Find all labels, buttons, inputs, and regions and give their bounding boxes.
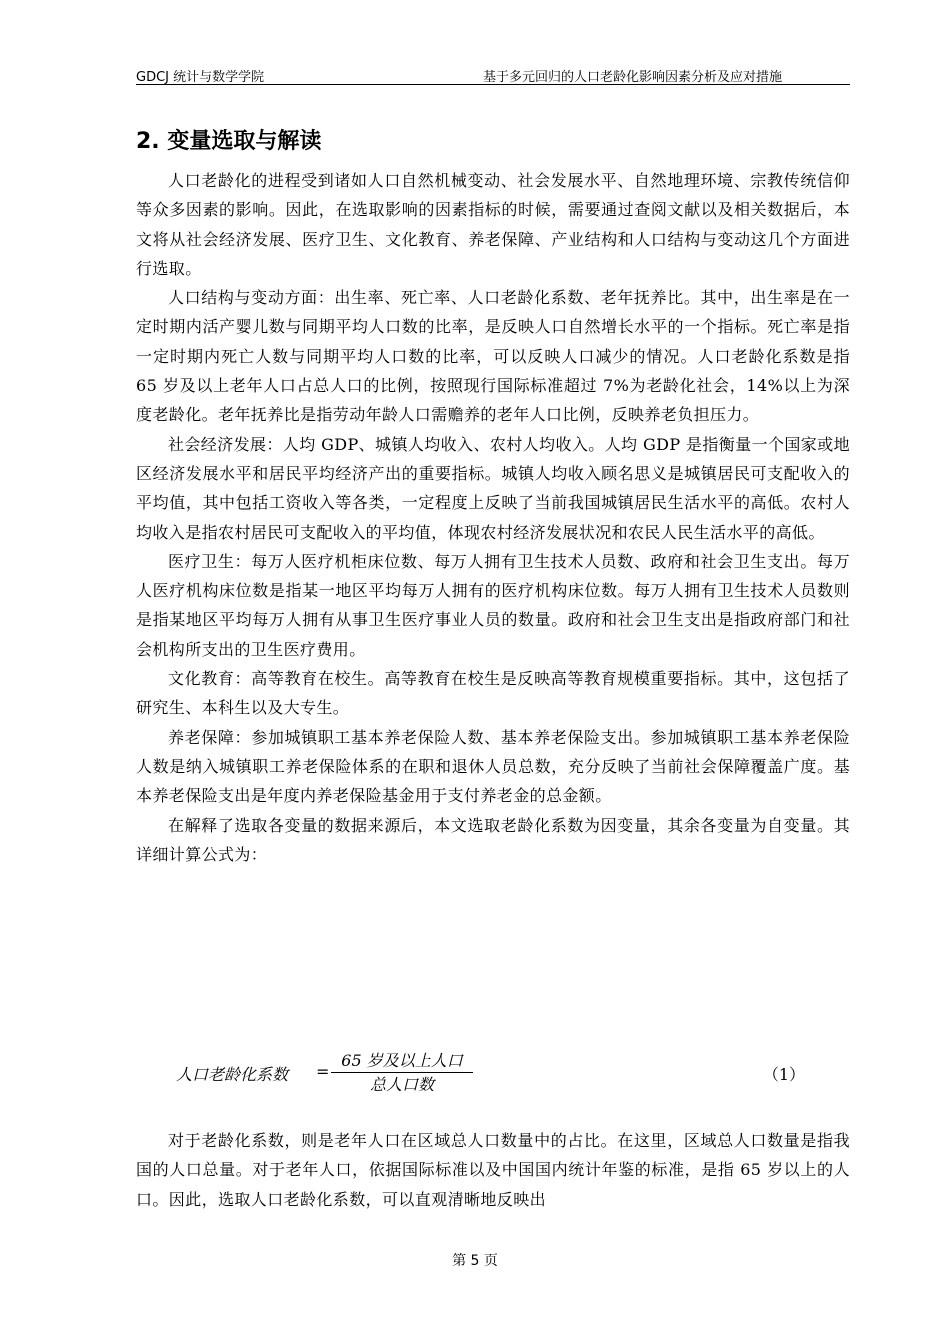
formula-denominator: 总人口数 — [369, 1075, 434, 1094]
section-title: 2. 变量选取与解读 — [136, 129, 322, 154]
header-institution: GDCJ 统计与数学学院 — [136, 70, 265, 85]
body-text-continued — [136, 1126, 850, 1214]
formula-number: （1） — [762, 1065, 805, 1084]
formula-equals: = — [316, 1062, 330, 1081]
page-footer: 第 5 页 — [452, 1253, 498, 1269]
paragraph-aging-coefficient: 对于老龄化系数，则是老年人口在区域总人口数量中的占比。在这里，区域总人口数量是指我国的人口总量。对于老年人口，依据国际标准以及中国国内统计年鉴的标准，是指 65 岁以上的人口。因此，选取人口老龄化系数，可以直观清晰地反映出 — [136, 1131, 850, 1209]
formula-lhs: 人口老龄化系数 — [176, 1065, 289, 1084]
header-paper-title: 基于多元回归的人口老龄化影响因素分析及应对措施 — [482, 70, 782, 85]
formula-numerator: 65 岁及以上人口 — [331, 1050, 473, 1073]
body-text — [136, 166, 850, 869]
paragraph-pension: 养老保障：参加城镇职工基本养老保险人数、基本养老保险支出。参加城镇职工基本养老保险人数是纳入城镇职工养老保险体系的在职和退休人员总数，充分反映了当前社会保障覆盖广度。基本养老保险支出是年度内养老保险基金用于支付养老金的总金额。 — [136, 727, 850, 806]
paragraph-medical: 医疗卫生：每万人医疗机柜床位数、每万人拥有卫生技术人员数、政府和社会卫生支出。每万人医疗机构床位数是指某一地区平均每万人拥有的医疗机构床位数。每万人拥有卫生技术人员数则是指某地区平均每万人拥有从事卫生医疗事业人员的数量。政府和社会卫生支出是指政府部门和社会机构所支出的卫生医疗费用。 — [136, 551, 850, 659]
paragraph-socio-economic: 社会经济发展：人均 GDP、城镇人均收入、农村人均收入。人均 GDP 是指衡量一个国家或地区经济发展水平和居民平均经济产出的重要指标。城镇人均收入顾名思义是城镇居民可支配收入的平均值，其中包括工资收入等各类，一定程度上反映了当前我国城镇居民生活水平的高低。农村人均收入是指农村居民可支配收入的平均值，体现农村经济发展状况和农民人民生活水平的高低。 — [136, 434, 851, 542]
formula-fraction — [331, 1050, 473, 1095]
aging-coefficient-formula — [176, 1050, 850, 1098]
paragraph-population-structure: 人口结构与变动方面：出生率、死亡率、人口老龄化系数、老年抚养比。其中，出生率是在一定时期内活产婴儿数与同期平均人口数的比率，是反映人口自然增长水平的一个指标。死亡率是指一定时期内死亡人数与同期平均人口数的比率，可以反映人口减少的情况。人口老龄化系数是指 65 岁及以上老年人口占总人口的比例，按照现行国际标准超过 7%为老龄化社会，14%以上为深度老龄化。老年抚养比是指劳动年龄人口需赡养的老年人口比例，反映养老负担压力。 — [136, 288, 850, 425]
paragraph-education: 文化教育：高等教育在校生。高等教育在校生是反映高等教育规模重要指标。其中，这包括了研究生、本科生以及大专生。 — [136, 669, 850, 718]
paragraph-formula-intro: 在解释了选取各变量的数据来源后，本文选取老龄化系数为因变量，其余各变量为自变量。其详细计算公式为： — [136, 815, 850, 864]
page-header — [136, 64, 850, 85]
paragraph-intro: 人口老龄化的进程受到诸如人口自然机械变动、社会发展水平、自然地理环境、宗教传统信仰等众多因素的影响。因此，在选取影响的因素指标的时候，需要通过查阅文献以及相关数据后，本文将从社会经济发展、医疗卫生、文化教育、养老保障、产业结构和人口结构与变动这几个方面进行选取。 — [136, 171, 850, 278]
